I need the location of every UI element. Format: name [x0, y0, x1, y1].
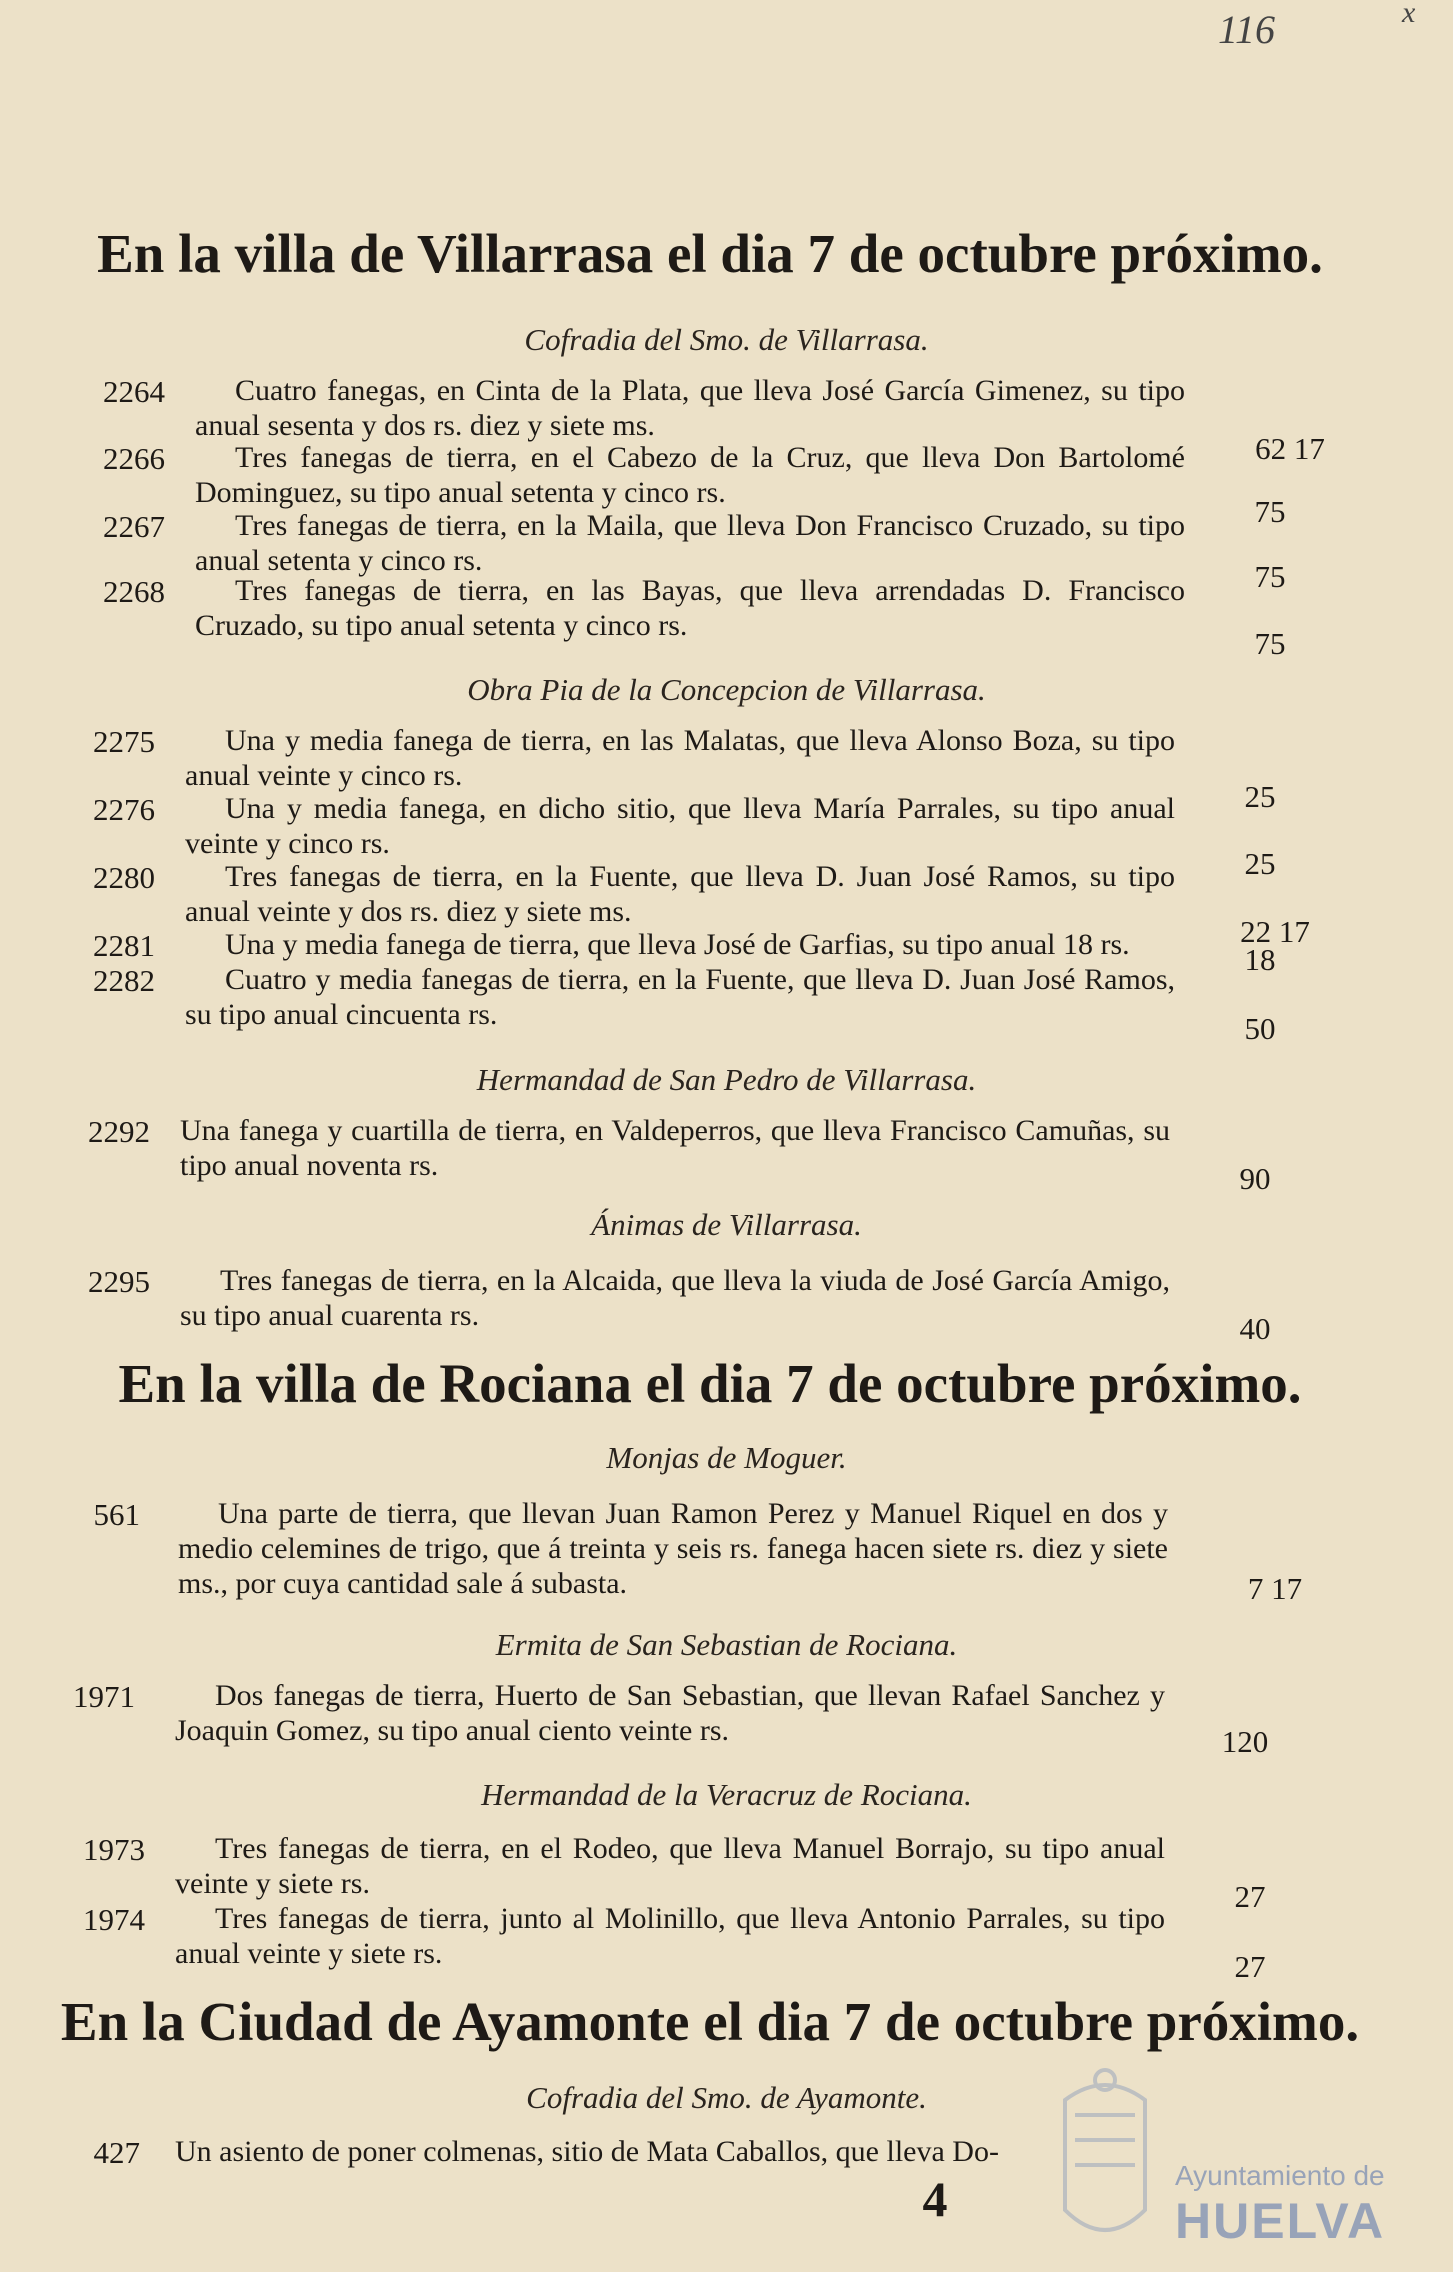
section-heading: Ermita de San Sebastian de Rociana.: [495, 1627, 958, 1662]
entry-amount: 18: [1244, 942, 1276, 977]
entry-text: Una y media fanega, en dicho sitio, que lleva María Parrales, su tipo anual veinte y cinco rs.: [185, 792, 1175, 860]
entry-text: Tres fanegas de tierra, en la Maila, que lleva Don Francisco Cruzado, su tipo anual setenta y cinco rs.: [195, 509, 1185, 577]
entry-amount: 75: [1254, 559, 1286, 594]
town-heading-villarrasa: En la villa de Villarrasa el dia 7 de octubre próximo.: [97, 223, 1323, 284]
entry-text: Cuatro fanegas, en Cinta de la Plata, que lleva José García Gimenez, su tipo anual sesenta y dos rs. diez y siete ms.: [195, 374, 1185, 442]
entry-number: 2280: [93, 860, 155, 895]
entry-text: Dos fanegas de tierra, Huerto de San Sebastian, que llevan Rafael Sanchez y Joaquin Gomez, su tipo anual ciento veinte rs.: [175, 1679, 1165, 1747]
entry-number: 2276: [93, 792, 155, 827]
entry-number: 2295: [88, 1264, 150, 1299]
entry-number: 1974: [83, 1902, 145, 1937]
page-number: 4: [922, 2171, 948, 2227]
section-heading: Monjas de Moguer.: [606, 1440, 847, 1475]
entry-number: 2266: [103, 441, 165, 476]
entry-number: 1973: [83, 1832, 145, 1867]
entry-text: Una y media fanega de tierra, en las Malatas, que lleva Alonso Boza, su tipo anual veinte y cinco rs.: [185, 724, 1175, 792]
entry-amount: 27: [1234, 1879, 1266, 1914]
entry-amount: 7 17: [1247, 1571, 1303, 1606]
entry-number: 2282: [93, 963, 155, 998]
corner-mark: x: [1402, 0, 1416, 29]
entry-text: Tres fanegas de tierra, en el Rodeo, que lleva Manuel Borrajo, su tipo anual veinte y siete rs.: [175, 1832, 1165, 1900]
entry-number: 1971: [73, 1679, 135, 1714]
entry-amount: 75: [1254, 626, 1286, 661]
entry-number: 2267: [103, 509, 165, 544]
entry-number: 2281: [93, 928, 155, 963]
folio-number: 116: [1218, 7, 1276, 52]
section-heading: Cofradia del Smo. de Villarrasa.: [524, 322, 929, 357]
entry-amount: 120: [1221, 1724, 1269, 1759]
entry-text: Tres fanegas de tierra, junto al Molinillo, que lleva Antonio Parrales, su tipo anual veinte y siete rs.: [175, 1902, 1165, 1970]
section-heading: Obra Pia de la Concepcion de Villarrasa.: [467, 672, 986, 707]
section-heading: Hermandad de San Pedro de Villarrasa.: [476, 1062, 977, 1097]
entry-number: 2264: [103, 374, 165, 409]
watermark-text: Ayuntamiento de: [1175, 2160, 1385, 2191]
town-heading-ayamonte: En la Ciudad de Ayamonte el dia 7 de octubre próximo.: [60, 1991, 1360, 2052]
entry-amount: 62 17: [1255, 431, 1325, 466]
entry-number: 561: [93, 1497, 140, 1532]
town-heading-rociana: En la villa de Rociana el dia 7 de octubre próximo.: [118, 1353, 1302, 1414]
entry-text: Un asiento de poner colmenas, sitio de Mata Caballos, que lleva Do-: [175, 2135, 999, 2168]
entry-amount: 75: [1254, 494, 1286, 529]
entry-number: 427: [93, 2135, 140, 2170]
entry-text: Una y media fanega de tierra, que lleva José de Garfias, su tipo anual 18 rs.: [225, 928, 1130, 961]
watermark-title: HUELVA: [1175, 2193, 1386, 2249]
entry-text: Tres fanegas de tierra, en la Alcaida, que lleva la viuda de José García Amigo, su tipo anual cuarenta rs.: [180, 1264, 1170, 1332]
entry-text: Tres fanegas de tierra, en el Cabezo de la Cruz, que lleva Don Bartolomé Dominguez, su tipo anual setenta y cinco rs.: [195, 441, 1185, 509]
entry-number: 2292: [88, 1114, 150, 1149]
entry-amount: 40: [1239, 1311, 1271, 1346]
section-heading: Hermandad de la Veracruz de Rociana.: [481, 1777, 972, 1812]
entry-text: Tres fanegas de tierra, en la Fuente, que lleva D. Juan José Ramos, su tipo anual veinte y dos rs. diez y siete ms.: [185, 860, 1175, 928]
entry-amount: 22 17: [1240, 914, 1310, 949]
entry-number: 2268: [103, 574, 165, 609]
entry-amount: 27: [1234, 1949, 1266, 1984]
entry-text: Una fanega y cuartilla de tierra, en Valdeperros, que lleva Francisco Camuñas, su tipo anual noventa rs.: [180, 1114, 1170, 1182]
entry-amount: 25: [1244, 846, 1276, 881]
entry-text: Tres fanegas de tierra, en las Bayas, que lleva arrendadas D. Francisco Cruzado, su tipo anual setenta y cinco rs.: [195, 574, 1185, 642]
section-heading: Cofradia del Smo. de Ayamonte.: [526, 2080, 927, 2115]
entry-text: Cuatro y media fanegas de tierra, en la Fuente, que lleva D. Juan José Ramos, su tipo anual cincuenta rs.: [185, 963, 1175, 1031]
entry-text: Una parte de tierra, que llevan Juan Ramon Perez y Manuel Riquel en dos y medio celemines de trigo, que á treinta y seis rs. fanega hacen siete rs. diez y siete ms., por cuya cantidad sale á subasta.: [178, 1497, 1168, 1600]
entry-amount: 90: [1239, 1161, 1271, 1196]
section-heading: Ánimas de Villarrasa.: [591, 1207, 862, 1242]
entry-amount: 25: [1244, 779, 1276, 814]
entry-amount: 50: [1244, 1011, 1276, 1046]
entry-number: 2275: [93, 724, 155, 759]
